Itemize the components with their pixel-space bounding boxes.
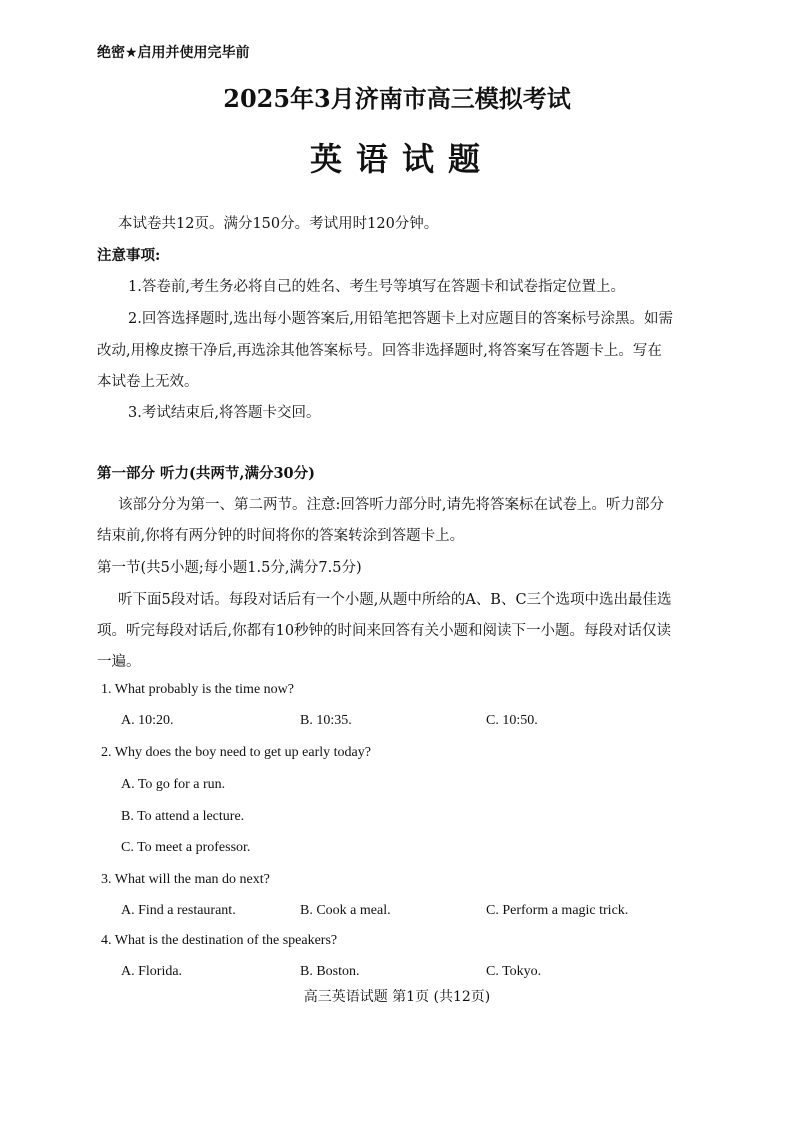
question-4-option-c: C. Tokyo. <box>486 964 542 979</box>
part-1-desc-line-2: 结束前,你将有两分钟的时间将你的答案转涂到答题卡上。 <box>97 528 465 544</box>
note-3: 3.考试结束后,将答题卡交回。 <box>128 405 321 421</box>
section-1-line-2: 项。听完每段对话后,你都有10秒钟的时间来回答有关小题和阅读下一小题。每段对话仅读 <box>97 623 672 639</box>
notes-title: 注意事项: <box>97 247 161 264</box>
section-1-line-1: 听下面5段对话。每段对话后有一个小题,从题中所给的A、B、C三个选项中选出最佳选 <box>118 592 672 608</box>
note-2-line-3: 本试卷上无效。 <box>97 374 199 390</box>
question-3-option-b: B. Cook a meal. <box>300 903 391 918</box>
note-2-line-2: 改动,用橡皮擦干净后,再选涂其他答案标号。回答非选择题时,将答案写在答题卡上。写在 <box>97 343 662 359</box>
question-1-option-b: B. 10:35. <box>300 713 352 728</box>
section-1-heading: 第一节(共5小题;每小题1.5分,满分7.5分) <box>97 560 362 576</box>
question-4-stem: 4. What is the destination of the speakers? <box>101 933 338 948</box>
part-1-desc-line-1: 该部分分为第一、第二两节。注意:回答听力部分时,请先将答案标在试卷上。听力部分 <box>118 497 664 513</box>
note-2-line-1: 2.回答选择题时,选出每小题答案后,用铅笔把答题卡上对应题目的答案标号涂黑。如需 <box>128 311 674 327</box>
subject-title: 英语试题 <box>309 140 494 178</box>
question-2-stem: 2. Why does the boy need to get up early today? <box>101 745 371 760</box>
section-1-line-3: 一遍。 <box>97 654 141 670</box>
question-1-option-c: C. 10:50. <box>486 713 538 728</box>
note-1: 1.答卷前,考生务必将自己的姓名、考生号等填写在答题卡和试卷指定位置上。 <box>128 279 625 295</box>
part-1-heading: 第一部分 听力(共两节,满分30分) <box>97 465 315 482</box>
page-footer: 高三英语试题 第1页 (共12页) <box>303 989 491 1005</box>
question-3-option-c: C. Perform a magic trick. <box>486 903 629 918</box>
question-2-option-c: C. To meet a professor. <box>121 840 251 855</box>
exam-title: 2025年3月济南市高三模拟考试 <box>223 84 571 113</box>
confidential-label: 绝密★启用并使用完毕前 <box>97 45 250 61</box>
question-4-option-b: B. Boston. <box>300 964 360 979</box>
question-2-option-a: A. To go for a run. <box>121 777 226 792</box>
question-3-stem: 3. What will the man do next? <box>101 872 270 887</box>
question-1-stem: 1. What probably is the time now? <box>101 682 294 697</box>
question-3-option-a: A. Find a restaurant. <box>121 903 236 918</box>
exam-summary: 本试卷共12页。满分150分。考试用时120分钟。 <box>118 216 439 232</box>
question-2-option-b: B. To attend a lecture. <box>121 809 245 824</box>
question-1-option-a: A. 10:20. <box>121 713 174 728</box>
question-4-option-a: A. Florida. <box>121 964 183 979</box>
